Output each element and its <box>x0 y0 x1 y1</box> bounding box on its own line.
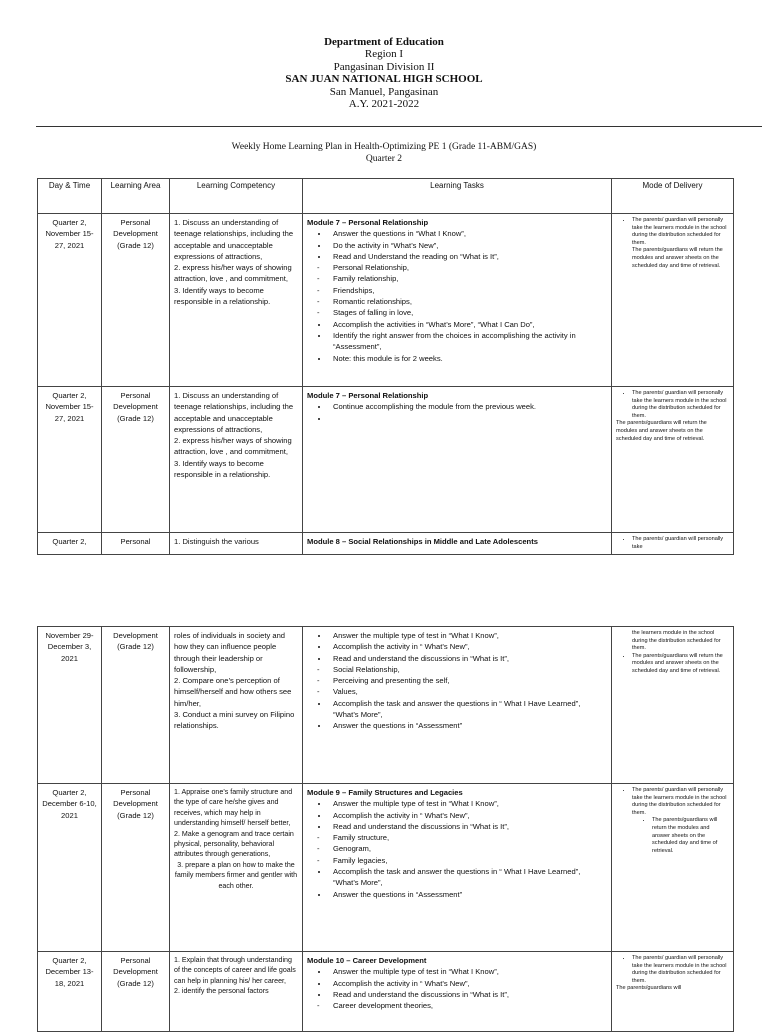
list-item: - Career development theories, <box>333 1000 607 1011</box>
list-item: • Accomplish the task and answer the questions in “ What I Have Learned”, “What’s More”, <box>329 866 607 889</box>
table-header-row <box>38 179 734 214</box>
competency-item: 1. Appraise one’s family structure and the type of care he/she gives and receives, which may help in understanding himself/ herself better, <box>174 788 293 828</box>
task-list <box>307 798 607 832</box>
competency-item: 2. Make a genogram and trace certain physical, personality, behavioral attributes through generations, <box>174 829 294 859</box>
cell-competency <box>170 784 303 952</box>
list-item: • The parents/ guardian will personally take the learners module in the school during the distribution scheduled for them. <box>632 787 729 817</box>
col-header-area: Learning Area <box>102 179 170 214</box>
plan-quarter: Quarter 2 <box>365 154 403 164</box>
cell-mode <box>612 214 734 387</box>
table-row <box>38 387 734 533</box>
mode-list <box>616 217 729 247</box>
header-divider <box>36 126 762 127</box>
col-header-day: Day & Time <box>38 179 102 214</box>
competency-item: 3. Identify ways to become responsible in a relationship. <box>174 285 271 307</box>
module-title: Module 8 – Social Relationships in Middle and Late Adolescents <box>307 537 538 546</box>
cell-mode <box>612 627 734 784</box>
col-header-mode: Mode of Delivery <box>612 179 734 214</box>
document-header <box>0 36 768 110</box>
task-list <box>307 228 607 262</box>
mode-note: The parents/guardians will return the modules and answer sheets on the scheduled day and time of retrieval. <box>632 247 723 269</box>
list-item: • Accomplish the activity in “ What’s New”, <box>329 978 607 989</box>
cell-day: Quarter 2, December 6-10, 2021 <box>38 784 102 952</box>
mode-note: The parents/guardians will <box>616 985 682 992</box>
list-item: • Answer the questions in “Assessment” <box>329 889 607 900</box>
module-title: Module 10 – Career Development <box>307 956 427 965</box>
task-list <box>307 401 607 424</box>
task-list <box>307 319 607 364</box>
list-item: • Read and understand the discussions in “What is It”, <box>329 821 607 832</box>
list-item: - Friendships, <box>333 285 607 296</box>
cell-area <box>102 533 170 555</box>
list-item: • The parents/guardians will return the modules and answer sheets on the scheduled day and time of retrieval. <box>632 653 729 676</box>
cell-day: Quarter 2, November 15-27, 2021 <box>38 387 102 533</box>
list-item: - Values, <box>333 686 607 697</box>
table-row <box>38 627 734 784</box>
module-title: Module 7 – Personal Relationship <box>307 391 429 400</box>
cell-tasks <box>303 214 612 387</box>
list-item: • The parents/ guardian will personally take the learners module in the school during the distribution scheduled for them. <box>632 955 729 985</box>
cell-tasks <box>303 952 612 1032</box>
table-row <box>38 533 734 555</box>
list-item: • The parents/ guardian will personally take the learners module in the school during the distribution scheduled for them. <box>632 390 729 420</box>
competency-item: 2. identify the personal factors <box>174 987 269 996</box>
academic-year: A.Y. 2021-2022 <box>348 98 420 111</box>
module-title: Module 7 – Personal Relationship <box>307 218 429 227</box>
list-item: • Answer the multiple type of test in “What I Know”, <box>329 798 607 809</box>
module-title: Module 9 – Family Structures and Legacies <box>307 788 463 797</box>
cell-day <box>38 533 102 555</box>
cell-area: Personal Development (Grade 12) <box>102 387 170 533</box>
list-item: • Read and understand the discussions in “What is It”, <box>329 989 607 1000</box>
competency-item: 3. Identify ways to become responsible in a relationship. <box>174 458 271 480</box>
table-row <box>38 952 734 1032</box>
cell-day: November 29- December 3, 2021 <box>38 627 102 784</box>
cell-day: Quarter 2, November 15-27, 2021 <box>38 214 102 387</box>
cell-mode <box>612 387 734 533</box>
cell-tasks <box>303 387 612 533</box>
task-list <box>307 866 607 900</box>
task-list <box>307 630 607 664</box>
cell-competency <box>170 214 303 387</box>
list-item: - Family structure, <box>333 832 607 843</box>
list-item: • The parents/guardians will return the modules and answer sheets on the scheduled day and time of retrieval. <box>652 817 729 855</box>
mode-list <box>616 653 729 676</box>
cell-tasks <box>303 533 612 555</box>
subtask-list <box>307 1000 607 1011</box>
learning-plan-table-page-1 <box>37 178 734 555</box>
list-item: - Romantic relationships, <box>333 296 607 307</box>
department-name: Department of Education <box>324 36 444 48</box>
list-item: • Accomplish the task and answer the questions in “ What I Have Learned”, “What’s More”, <box>329 698 607 721</box>
competency-item: 2. Compare one’s perception of himself/herself and how others see him/her, <box>174 676 292 708</box>
list-item: • Read and Understand the reading on “What is It”, <box>329 251 607 262</box>
col-header-competency: Learning Competency <box>170 179 303 214</box>
list-item: • Continue accomplishing the module from the previous week. <box>329 401 607 412</box>
cell-mode <box>612 952 734 1032</box>
competency-item: 1. Discuss an understanding of teenage relationships, including the acceptable and unacceptable expressions of attractions, <box>174 391 294 434</box>
list-item: • Accomplish the activity in “ What’s New”, <box>329 810 607 821</box>
list-item: - Social Relationship, <box>333 664 607 675</box>
task-list <box>307 698 607 732</box>
mode-continued: the learners module in the school during the distribution scheduled for them. <box>632 630 721 652</box>
competency-item: 3. prepare a plan on how to make the family members firmer and gentler with each other. <box>174 860 298 890</box>
list-item: • Note: this module is for 2 weeks. <box>329 353 607 364</box>
col-header-tasks: Learning Tasks <box>303 179 612 214</box>
cell-area: Development (Grade 12) <box>102 627 170 784</box>
cell-area: Personal Development (Grade 12) <box>102 952 170 1032</box>
division-name: Pangasinan Division II <box>333 60 435 73</box>
cell-tasks <box>303 627 612 784</box>
list-item: - Personal Relationship, <box>333 262 607 273</box>
cell-text: Personal <box>120 537 151 546</box>
mode-list <box>616 955 729 985</box>
competency-item: 2. express his/her ways of showing attraction, love , and commitment, <box>174 436 292 457</box>
competency-item: 3. Conduct a mini survey on Filipino relationships. <box>174 710 295 731</box>
cell-tasks <box>303 784 612 952</box>
competency-item: 1. Explain that through understanding of the concepts of career and life goals can help in planning his/ her career, <box>174 956 296 985</box>
list-item: • Answer the questions in “What I Know”, <box>329 228 607 239</box>
list-item: • Do the activity in “What’s New”, <box>329 240 607 251</box>
list-item: • The parents/ guardian will personally take <box>632 536 729 551</box>
list-item: • Answer the questions in “Assessment” <box>329 720 607 731</box>
list-item: • Accomplish the activity in “ What’s New”, <box>329 641 607 652</box>
cell-competency <box>170 533 303 555</box>
cell-competency <box>170 952 303 1032</box>
table-row <box>38 214 734 387</box>
list-item: • Answer the multiple type of test in “What I Know”, <box>329 630 607 641</box>
table-row <box>38 784 734 952</box>
cell-competency <box>170 387 303 533</box>
mode-note: The parents/guardians will return the modules and answer sheets on the scheduled day and time of retrieval. <box>616 420 707 442</box>
list-item: • Answer the multiple type of test in “What I Know”, <box>329 966 607 977</box>
region-name: Region I <box>364 48 404 61</box>
list-item: - Perceiving and presenting the self, <box>333 675 607 686</box>
cell-mode <box>612 784 734 952</box>
competency-item: 2. express his/her ways of showing attraction, love , and commitment, <box>174 263 292 284</box>
list-item: • Read and understand the discussions in “What is It”, <box>329 653 607 664</box>
cell-mode <box>612 533 734 555</box>
subtask-list <box>307 262 607 318</box>
mode-sublist <box>616 817 729 855</box>
list-item: • Accomplish the activities in “What’s More”, “What I Can Do”, <box>329 319 607 330</box>
plan-title-text: Weekly Home Learning Plan in Health-Optimizing PE 1 (Grade 11-ABM/GAS) <box>231 142 537 152</box>
subtask-list <box>307 832 607 866</box>
school-location: San Manuel, Pangasinan <box>329 85 439 98</box>
subtask-list <box>307 664 607 698</box>
list-item <box>329 413 607 424</box>
list-item: - Genogram, <box>333 843 607 854</box>
competency-item: roles of individuals in society and how they can influence people through their leadership or followership, <box>174 631 286 674</box>
mode-list <box>616 536 729 551</box>
list-item: • Identify the right answer from the choices in accomplishing the activity in “Assessment”, <box>329 330 607 353</box>
mode-list <box>616 390 729 420</box>
task-list <box>307 966 607 1000</box>
school-name: SAN JUAN NATIONAL HIGH SCHOOL <box>285 73 483 86</box>
cell-text: Quarter 2, <box>52 537 87 546</box>
competency-item: 1. Discuss an understanding of teenage relationships, including the acceptable and unacceptable expressions of attractions, <box>174 218 294 261</box>
learning-plan-table-page-2 <box>37 626 734 1032</box>
list-item: - Stages of falling in love, <box>333 307 607 318</box>
cell-area: Personal Development (Grade 12) <box>102 214 170 387</box>
plan-title <box>0 141 768 165</box>
list-item: - Family legacies, <box>333 855 607 866</box>
cell-competency <box>170 627 303 784</box>
cell-area: Personal Development (Grade 12) <box>102 784 170 952</box>
cell-text: 1. Distinguish the various <box>174 537 259 546</box>
mode-list <box>616 787 729 817</box>
cell-day: Quarter 2, December 13-18, 2021 <box>38 952 102 1032</box>
list-item: • The parents/ guardian will personally take the learners module in the school during the distribution scheduled for them. <box>632 217 729 247</box>
list-item: - Family relationship, <box>333 273 607 284</box>
